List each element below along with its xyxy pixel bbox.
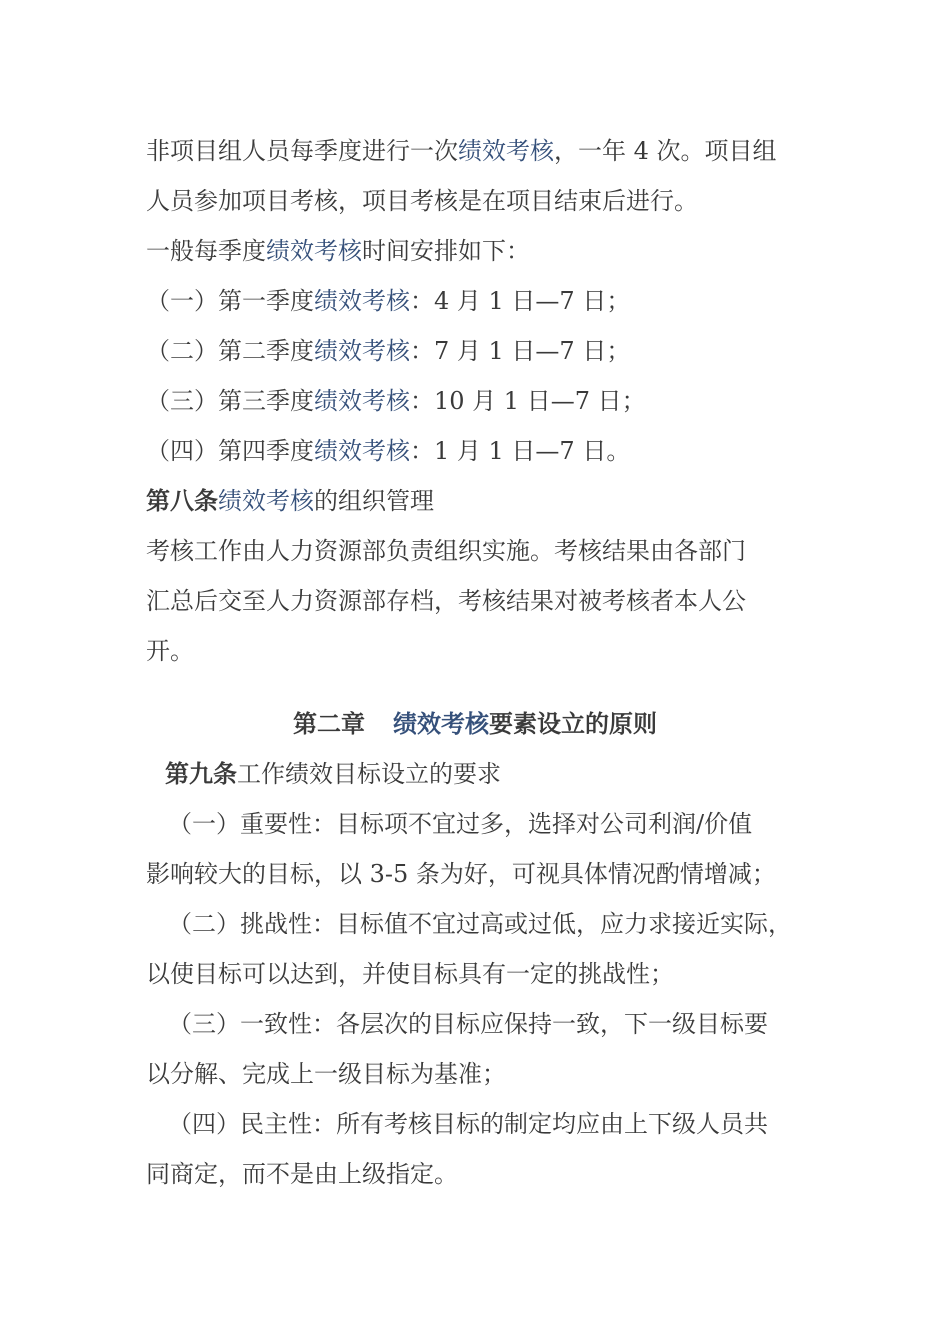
schedule-item	[146, 336, 630, 366]
paragraph-line	[146, 136, 777, 166]
schedule-item	[146, 286, 630, 316]
chapter-title	[0, 709, 950, 739]
text: ：10 月 1 日—7 日；	[410, 387, 646, 415]
paragraph-line	[146, 236, 530, 266]
text: （三）第三季度	[146, 387, 314, 415]
paragraph-line: （二）挑战性：目标值不宜过高或过低，应力求接近实际，	[168, 910, 792, 938]
article-heading	[146, 486, 434, 516]
keyword-link: 绩效考核	[393, 709, 489, 738]
text: 非项目组人员每季度进行一次	[146, 137, 458, 165]
article-label: 第八条	[146, 486, 218, 515]
text: 时间安排如下：	[362, 237, 530, 265]
keyword-link: 绩效考核	[266, 237, 362, 265]
text: 工作绩效目标设立的要求	[237, 760, 501, 788]
paragraph-line: 以分解、完成上一级目标为基准；	[146, 1060, 506, 1088]
text: （一）第一季度	[146, 287, 314, 315]
paragraph-line: （四）民主性：所有考核目标的制定均应由上下级人员共	[168, 1110, 768, 1138]
text: 的组织管理	[314, 487, 434, 515]
keyword-link: 绩效考核	[218, 487, 314, 515]
text: 一般每季度	[146, 237, 266, 265]
paragraph-line: 影响较大的目标，以 3-5 条为好，可视具体情况酌情增减；	[146, 860, 776, 888]
article-heading	[165, 759, 501, 789]
text: （四）第四季度	[146, 437, 314, 465]
text: 要素设立的原则	[489, 709, 657, 738]
chapter-label: 第二章	[293, 709, 365, 738]
schedule-item	[146, 436, 630, 466]
keyword-link: 绩效考核	[314, 437, 410, 465]
text: ：1 月 1 日—7 日。	[410, 437, 631, 465]
paragraph-line: 考核工作由人力资源部负责组织实施。考核结果由各部门	[146, 537, 746, 565]
paragraph-line: （三）一致性：各层次的目标应保持一致，下一级目标要	[168, 1010, 768, 1038]
paragraph-line: 同商定，而不是由上级指定。	[146, 1160, 458, 1188]
text: ：7 月 1 日—7 日；	[410, 337, 631, 365]
keyword-link: 绩效考核	[314, 337, 410, 365]
text: （二）第二季度	[146, 337, 314, 365]
paragraph-line: 以使目标可以达到，并使目标具有一定的挑战性；	[146, 960, 674, 988]
paragraph-line: 开。	[146, 637, 194, 665]
text: ，一年 4 次。项目组	[554, 137, 777, 165]
schedule-item	[146, 386, 646, 416]
paragraph-line: 汇总后交至人力资源部存档，考核结果对被考核者本人公	[146, 587, 746, 615]
paragraph-line: 人员参加项目考核，项目考核是在项目结束后进行。	[146, 187, 698, 215]
text: ：4 月 1 日—7 日；	[410, 287, 631, 315]
keyword-link: 绩效考核	[314, 287, 410, 315]
keyword-link: 绩效考核	[458, 137, 554, 165]
keyword-link: 绩效考核	[314, 387, 410, 415]
article-label: 第九条	[165, 759, 237, 788]
paragraph-line: （一）重要性：目标项不宜过多，选择对公司利润/价值	[168, 810, 753, 838]
